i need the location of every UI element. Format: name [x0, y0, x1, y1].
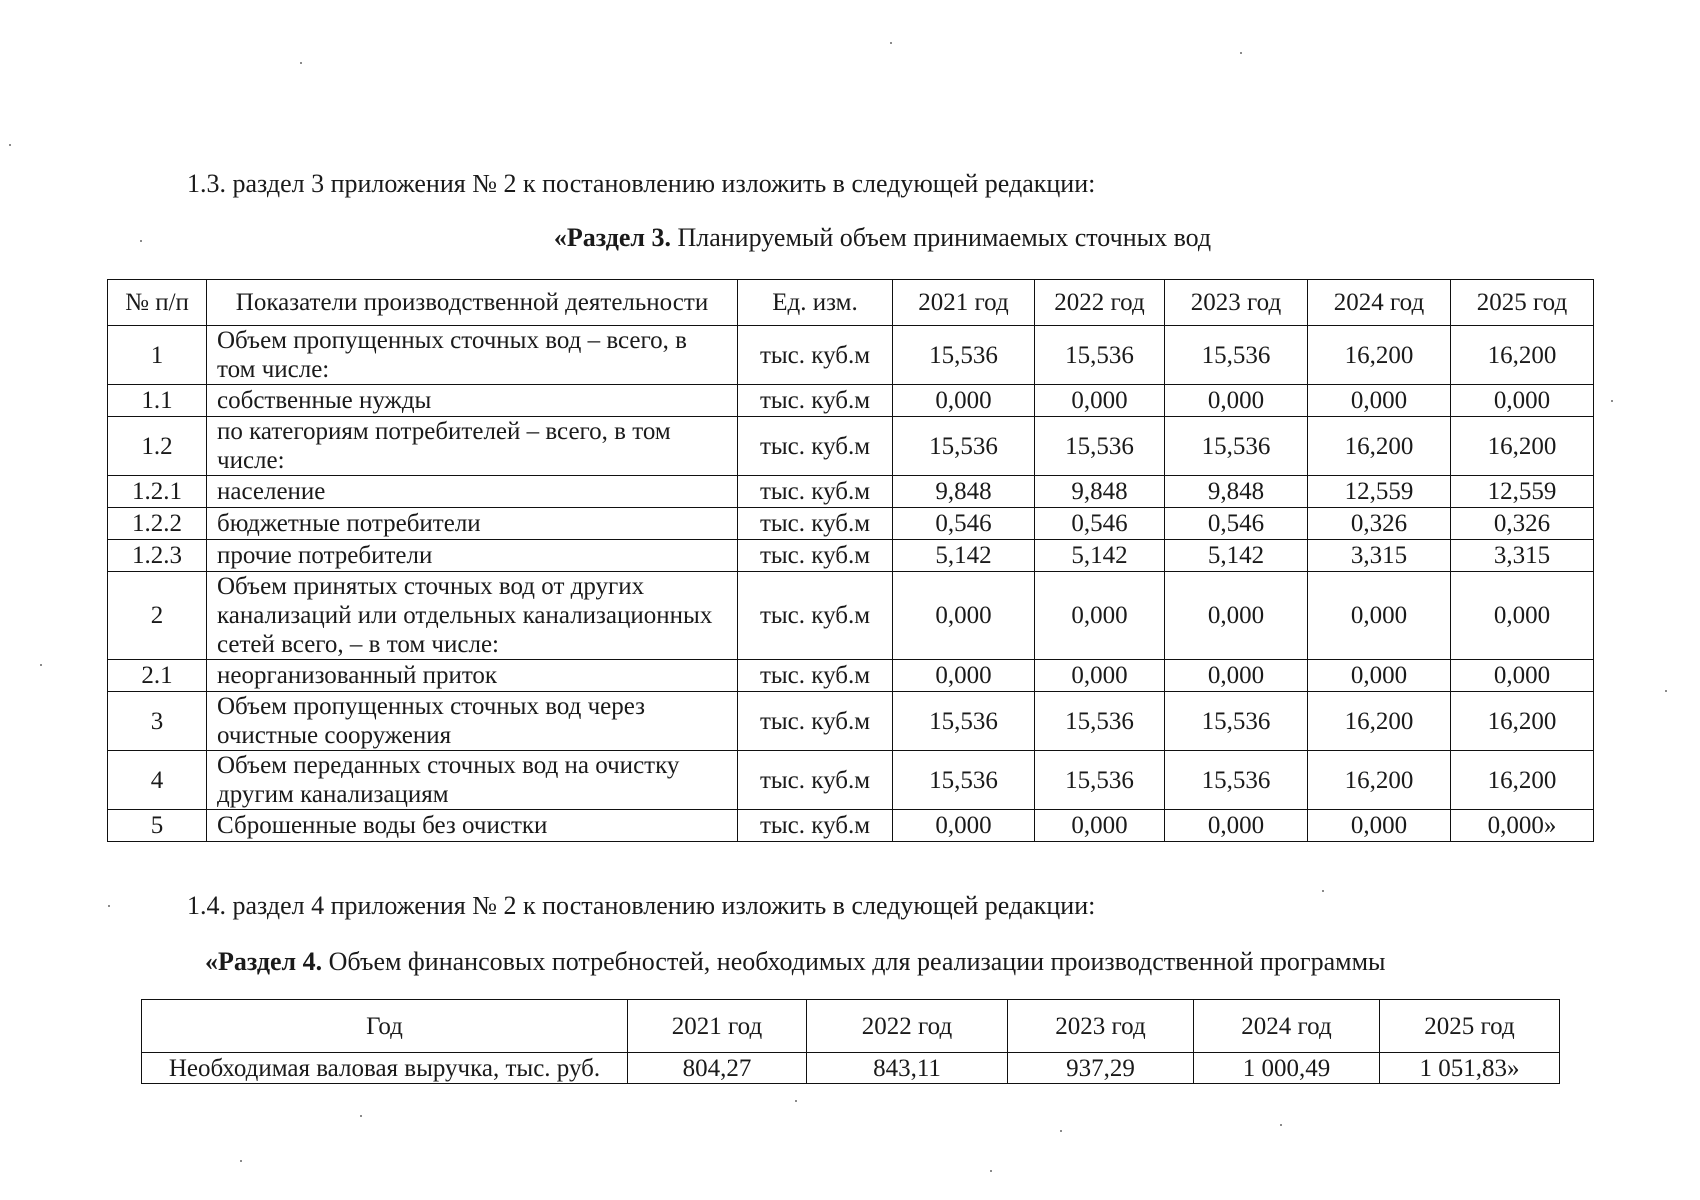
section-4-title-text: Объем финансовых потребностей, необходимых для реализации производственной программы [322, 947, 1386, 976]
column-header: 2024 год [1194, 1000, 1380, 1053]
value-cell: 0,326 [1308, 508, 1451, 540]
value-cell: 16,200 [1451, 326, 1594, 385]
unit-cell: тыс. куб.м [738, 540, 893, 572]
value-cell: 9,848 [1035, 476, 1165, 508]
section-3-title [0, 222, 1700, 254]
column-header: 2022 год [807, 1000, 1008, 1053]
value-cell: 0,000 [1308, 810, 1451, 842]
value-cell: 5,142 [1035, 540, 1165, 572]
indicator-name-cell: Объем принятых сточных вод от других канализаций или отдельных канализационных сетей всего, – в том числе: [207, 572, 738, 660]
value-cell: 0,000 [1165, 385, 1308, 417]
table-row [108, 417, 1594, 476]
section-4-table [141, 999, 1560, 1084]
value-cell: 0,546 [893, 508, 1035, 540]
row-number-cell: 2.1 [108, 660, 207, 692]
row-number-cell: 1 [108, 326, 207, 385]
value-cell: 5,142 [893, 540, 1035, 572]
value-cell: 843,11 [807, 1053, 1008, 1084]
indicator-name-cell: бюджетные потребители [207, 508, 738, 540]
value-cell: 0,000 [893, 572, 1035, 660]
table-row [108, 751, 1594, 810]
value-cell: 15,536 [1035, 417, 1165, 476]
indicator-name-cell: Сброшенные воды без очистки [207, 810, 738, 842]
value-cell: 15,536 [1165, 751, 1308, 810]
column-header: 2023 год [1165, 280, 1308, 326]
unit-cell: тыс. куб.м [738, 508, 893, 540]
table-row [108, 540, 1594, 572]
value-cell: 0,000 [893, 810, 1035, 842]
section-4-body [142, 1053, 1560, 1084]
value-cell: 3,315 [1308, 540, 1451, 572]
indicator-name-cell: Объем переданных сточных вод на очистку другим канализациям [207, 751, 738, 810]
section-4-header-row [142, 1000, 1560, 1053]
value-cell: 0,000 [1035, 572, 1165, 660]
section-3-title-text: Планируемый объем принимаемых сточных вод [670, 223, 1212, 252]
value-cell: 12,559 [1308, 476, 1451, 508]
row-number-cell: 3 [108, 692, 207, 751]
value-cell: 0,000 [1451, 572, 1594, 660]
section-3-title-prefix: «Раздел 3. [553, 223, 671, 252]
value-cell: 5,142 [1165, 540, 1308, 572]
row-number-cell: 1.2.3 [108, 540, 207, 572]
unit-cell: тыс. куб.м [738, 660, 893, 692]
column-header: 2021 год [628, 1000, 807, 1053]
table-row [108, 385, 1594, 417]
value-cell: 15,536 [1165, 417, 1308, 476]
value-cell: 0,000 [1035, 810, 1165, 842]
value-cell: 0,546 [1165, 508, 1308, 540]
value-cell: 15,536 [1035, 326, 1165, 385]
value-cell: 0,000 [893, 660, 1035, 692]
unit-cell: тыс. куб.м [738, 385, 893, 417]
value-cell: 0,000 [1451, 660, 1594, 692]
column-header: 2022 год [1035, 280, 1165, 326]
table-row [108, 476, 1594, 508]
value-cell: 0,546 [1035, 508, 1165, 540]
value-cell: 0,000 [1165, 660, 1308, 692]
value-cell: 12,559 [1451, 476, 1594, 508]
section-3-table [107, 279, 1594, 842]
value-cell: 15,536 [893, 692, 1035, 751]
row-number-cell: 4 [108, 751, 207, 810]
value-cell: 0,000» [1451, 810, 1594, 842]
value-cell: 16,200 [1308, 417, 1451, 476]
paragraph-1-3: 1.3. раздел 3 приложения № 2 к постановлению изложить в следующей редакции: [187, 169, 1096, 198]
value-cell: 16,200 [1308, 326, 1451, 385]
unit-cell: тыс. куб.м [738, 692, 893, 751]
column-header: 2024 год [1308, 280, 1451, 326]
unit-cell: тыс. куб.м [738, 810, 893, 842]
value-cell: 16,200 [1308, 692, 1451, 751]
value-cell: 0,000 [1165, 810, 1308, 842]
value-cell: 0,000 [893, 385, 1035, 417]
row-number-cell: 1.1 [108, 385, 207, 417]
table-row [108, 572, 1594, 660]
table-row [108, 326, 1594, 385]
section-4-title [205, 946, 1386, 978]
value-cell: 16,200 [1451, 417, 1594, 476]
value-cell: 0,000 [1451, 385, 1594, 417]
table-row [142, 1053, 1560, 1084]
table-row [108, 692, 1594, 751]
value-cell: 0,326 [1451, 508, 1594, 540]
indicator-name-cell: Объем пропущенных сточных вод – всего, в том числе: [207, 326, 738, 385]
row-number-cell: 5 [108, 810, 207, 842]
value-cell: 15,536 [893, 417, 1035, 476]
value-cell: 0,000 [1308, 572, 1451, 660]
row-number-cell: 2 [108, 572, 207, 660]
value-cell: 15,536 [1035, 692, 1165, 751]
indicator-name-cell: неорганизованный приток [207, 660, 738, 692]
column-header: 2021 год [893, 280, 1035, 326]
value-cell: 0,000 [1165, 572, 1308, 660]
indicator-name-cell: Объем пропущенных сточных вод через очистные сооружения [207, 692, 738, 751]
value-cell: 0,000 [1035, 385, 1165, 417]
value-cell: 15,536 [1035, 751, 1165, 810]
value-cell: 9,848 [893, 476, 1035, 508]
value-cell: 15,536 [893, 326, 1035, 385]
unit-cell: тыс. куб.м [738, 476, 893, 508]
row-number-cell: 1.2 [108, 417, 207, 476]
value-cell: 16,200 [1308, 751, 1451, 810]
value-cell: 15,536 [1165, 326, 1308, 385]
row-number-cell: 1.2.1 [108, 476, 207, 508]
paragraph-1-4: 1.4. раздел 4 приложения № 2 к постановлению изложить в следующей редакции: [187, 891, 1096, 920]
value-cell: 0,000 [1308, 660, 1451, 692]
value-cell: 1 000,49 [1194, 1053, 1380, 1084]
value-cell: 16,200 [1451, 692, 1594, 751]
unit-cell: тыс. куб.м [738, 417, 893, 476]
value-cell: 15,536 [893, 751, 1035, 810]
value-cell: 16,200 [1451, 751, 1594, 810]
section-3-header-row [108, 280, 1594, 326]
section-3-body [108, 326, 1594, 842]
value-cell: 0,000 [1308, 385, 1451, 417]
value-cell: 937,29 [1008, 1053, 1194, 1084]
unit-cell: тыс. куб.м [738, 572, 893, 660]
column-header: 2025 год [1451, 280, 1594, 326]
value-cell: 15,536 [1165, 692, 1308, 751]
column-header: Ед. изм. [738, 280, 893, 326]
column-header: № п/п [108, 280, 207, 326]
column-header: 2025 год [1380, 1000, 1560, 1053]
value-cell: 3,315 [1451, 540, 1594, 572]
column-header: Год [142, 1000, 628, 1053]
table-row [108, 660, 1594, 692]
table-row [108, 508, 1594, 540]
indicator-name-cell: прочие потребители [207, 540, 738, 572]
row-label-cell: Необходимая валовая выручка, тыс. руб. [142, 1053, 628, 1084]
value-cell: 1 051,83» [1380, 1053, 1560, 1084]
unit-cell: тыс. куб.м [738, 326, 893, 385]
column-header: 2023 год [1008, 1000, 1194, 1053]
unit-cell: тыс. куб.м [738, 751, 893, 810]
table-row [108, 810, 1594, 842]
section-4-title-prefix: «Раздел 4. [205, 947, 323, 976]
value-cell: 804,27 [628, 1053, 807, 1084]
row-number-cell: 1.2.2 [108, 508, 207, 540]
value-cell: 9,848 [1165, 476, 1308, 508]
indicator-name-cell: население [207, 476, 738, 508]
indicator-name-cell: собственные нужды [207, 385, 738, 417]
indicator-name-cell: по категориям потребителей – всего, в том числе: [207, 417, 738, 476]
value-cell: 0,000 [1035, 660, 1165, 692]
column-header: Показатели производственной деятельности [207, 280, 738, 326]
